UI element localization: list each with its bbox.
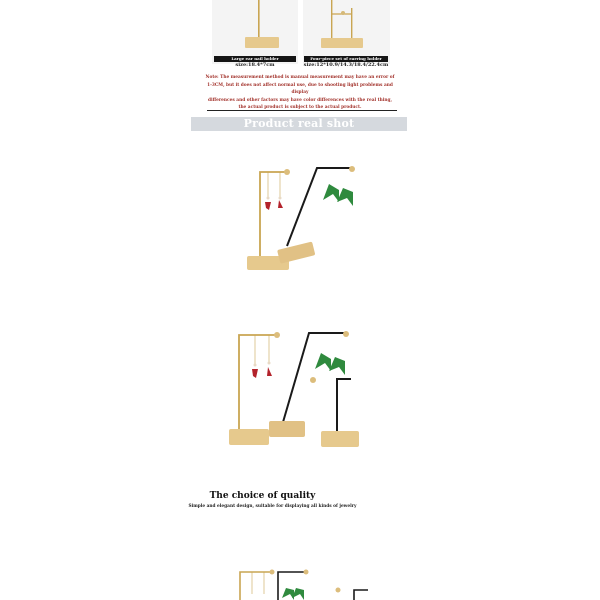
red-earring bbox=[278, 200, 283, 208]
gold-stand-frame bbox=[240, 572, 270, 600]
black-stand-frame bbox=[337, 379, 351, 435]
thumbnail-label: Large ear nail holder bbox=[214, 56, 296, 62]
stand-gold-post bbox=[258, 0, 260, 38]
green-leaf-earring bbox=[323, 184, 339, 202]
note-line: the actual product is subject to the actual product. bbox=[238, 105, 362, 110]
stand-illustration bbox=[303, 0, 390, 64]
gold-stand-ball bbox=[270, 570, 275, 575]
gold-stand-ball bbox=[284, 169, 290, 175]
note-line: differences and other factors may have color differences with the real thing, bbox=[208, 97, 392, 103]
green-leaf-earring bbox=[337, 188, 353, 206]
stand-ball bbox=[341, 11, 345, 15]
gold-stand-ball bbox=[274, 332, 280, 338]
stand-gold-post bbox=[331, 0, 332, 40]
black-stand-ball bbox=[310, 377, 316, 383]
divider bbox=[207, 110, 397, 111]
wood-base bbox=[269, 421, 305, 437]
note-line: 1-3CM, but it does not affect normal use, due to shooting light problems and display bbox=[207, 82, 393, 95]
black-stand-ball bbox=[343, 331, 349, 337]
green-leaf-earring bbox=[315, 353, 331, 371]
wood-base bbox=[321, 431, 359, 447]
earring-pearl bbox=[279, 197, 282, 200]
black-stand-ball bbox=[336, 588, 341, 593]
black-stand-ball bbox=[349, 166, 355, 172]
stand-wood-base bbox=[245, 37, 279, 48]
earring-pearl bbox=[254, 364, 257, 367]
stand-wood-base bbox=[321, 38, 363, 48]
thumbnail-four-piece-set bbox=[303, 0, 390, 64]
black-stand-ball bbox=[304, 570, 309, 575]
red-earring bbox=[265, 202, 271, 210]
section-heading: The choice of quality bbox=[209, 491, 316, 501]
earring-pearl bbox=[267, 197, 270, 200]
product-photo bbox=[230, 560, 380, 600]
red-earring bbox=[267, 367, 272, 376]
thumbnail-size: size:18.4*7cm bbox=[235, 62, 275, 68]
stand-illustration bbox=[212, 0, 298, 64]
wood-base bbox=[277, 241, 315, 263]
thumbnail-label: Four-piece set of earring holder bbox=[304, 56, 388, 62]
earring-pearl bbox=[268, 362, 271, 365]
wood-base bbox=[229, 429, 269, 445]
stand-gold-post bbox=[351, 8, 352, 40]
red-earring bbox=[252, 369, 258, 378]
black-stand-frame bbox=[287, 168, 351, 246]
thumbnail-large-ear-nail-holder bbox=[212, 0, 298, 64]
section-banner: Product real shot bbox=[191, 117, 407, 131]
green-leaf-earring bbox=[282, 588, 294, 600]
product-photo bbox=[225, 325, 385, 455]
measurement-note bbox=[200, 74, 400, 112]
black-stand-frame bbox=[354, 590, 368, 600]
product-photo bbox=[235, 160, 375, 290]
thumbnail-size: size:12*10.9/14.3/18.4/22.4cm bbox=[303, 62, 389, 68]
section-subheading: Simple and elegant design, suitable for displaying all kinds of jewelry bbox=[188, 504, 357, 509]
black-stand-frame bbox=[278, 572, 304, 600]
note-line: Note: The measurement method is manual measurement may have an error of bbox=[205, 75, 395, 80]
green-leaf-earring bbox=[329, 357, 345, 375]
gold-stand-frame bbox=[260, 172, 285, 260]
